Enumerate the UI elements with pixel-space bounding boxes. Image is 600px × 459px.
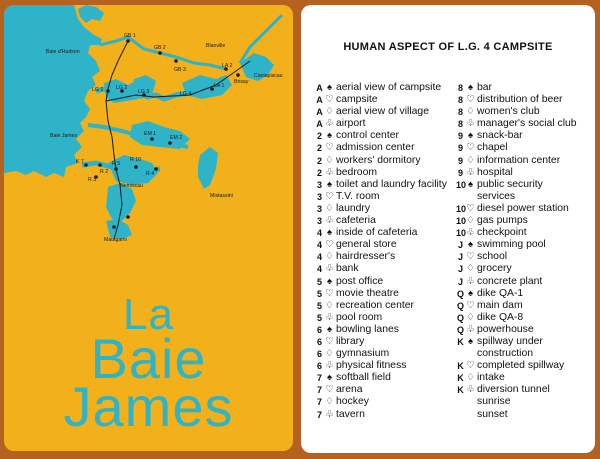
- card-rank: 6: [316, 324, 322, 335]
- card-rank: 2: [316, 155, 322, 166]
- card-rank: 8: [457, 83, 463, 93]
- card-suit-icon: ♡: [325, 94, 334, 106]
- card-rank: K: [457, 385, 464, 396]
- legend-description: control center: [336, 130, 399, 142]
- label-la1: LA 1: [214, 83, 225, 89]
- legend-description: diesel power station: [477, 202, 569, 214]
- card-rank: 9: [457, 167, 463, 178]
- card-suit-icon: ♠: [467, 130, 474, 142]
- legend-row: [456, 106, 594, 118]
- legend-description: toilet and laundry facility: [336, 178, 447, 190]
- legend-row: [456, 384, 594, 396]
- legend-description: hockey: [336, 396, 369, 408]
- card-suit-icon: ♧: [466, 384, 475, 396]
- card-suit-icon: ♧: [466, 118, 475, 130]
- legend-row: [456, 215, 594, 227]
- label-baie-james: Baie James: [50, 133, 78, 139]
- card-rank: 5: [316, 288, 322, 299]
- legend-description: inside of cafeteria: [336, 227, 418, 239]
- legend-row: [456, 203, 594, 215]
- card-rank: 7: [316, 373, 322, 384]
- legend-description: pool room: [336, 311, 383, 323]
- label-lg4: LG 4: [180, 91, 192, 97]
- card-rank: Q: [456, 324, 464, 335]
- card-suit-icon: ♢: [325, 396, 334, 408]
- legend-description: movie theatre: [336, 287, 399, 299]
- card-rank: A: [316, 119, 323, 130]
- card-rank: 6: [316, 349, 322, 360]
- card-rank: 5: [316, 300, 322, 311]
- legend-row: [456, 360, 594, 372]
- label-gb1: GB 1: [124, 33, 136, 39]
- legend-row: [456, 396, 594, 408]
- card-suit-icon: ♠: [467, 178, 474, 190]
- card-rank: 2: [316, 131, 322, 142]
- legend-description: dike QA-1: [477, 287, 524, 299]
- card-suit-icon: ♧: [325, 215, 334, 227]
- card-suit-icon: ♠: [326, 178, 333, 190]
- label-brisay: Brisay: [234, 79, 249, 85]
- legend-description: completed spillway: [477, 360, 565, 372]
- legend-heading: HUMAN ASPECT OF L.G. 4 CAMPSITE: [343, 41, 553, 53]
- card-suit-icon: ♧: [325, 360, 334, 372]
- card-suit-icon: ♠: [467, 287, 474, 299]
- legend-row: [456, 94, 594, 106]
- card-suit-icon: ♡: [466, 202, 475, 214]
- legend-description: post office: [336, 275, 384, 287]
- legend-description: services: [477, 190, 516, 202]
- card-rank: K: [457, 336, 464, 347]
- legend-row: [456, 372, 594, 384]
- legend-description: hospital: [477, 166, 513, 178]
- legend-description: bedroom: [336, 166, 378, 178]
- legend-row: [456, 191, 594, 203]
- card-rank: 7: [316, 385, 322, 396]
- card-rank: 9: [457, 155, 463, 166]
- card-rank: J: [457, 240, 463, 251]
- label-la2: LA 2: [222, 63, 233, 69]
- label-r5: R 5: [112, 161, 121, 167]
- legend-row: [456, 179, 594, 191]
- legend-description: construction: [477, 348, 534, 360]
- legend-description: recreation center: [336, 299, 414, 311]
- card-suit-icon: ♡: [466, 360, 475, 372]
- card-suit-icon: ♠: [326, 372, 333, 384]
- gb-river: [100, 37, 226, 69]
- legend-row: [456, 251, 594, 263]
- card-rank: K: [457, 373, 464, 384]
- card-rank: 8: [457, 95, 463, 106]
- legend-description: checkpoint: [477, 227, 527, 239]
- legend-card: [301, 5, 595, 453]
- card-suit-icon: ♢: [466, 263, 475, 275]
- legend-description: spillway under: [477, 335, 543, 347]
- card-suit-icon: ♢: [325, 106, 334, 118]
- legend-description: sunrise: [477, 396, 511, 408]
- card-rank: J: [457, 252, 463, 263]
- legend-row: [456, 142, 594, 154]
- label-mistassini: Mistassini: [210, 193, 233, 199]
- legend-description: tavern: [336, 408, 365, 420]
- card-rank: 10: [456, 216, 467, 227]
- legend-description: bar: [477, 82, 493, 93]
- label-k7: K 7: [76, 159, 84, 165]
- card-rank: J: [457, 276, 463, 287]
- legend-description: admission center: [336, 142, 415, 154]
- card-rank: 7: [316, 397, 322, 408]
- legend-row: [456, 312, 594, 324]
- card-rank: Q: [456, 288, 464, 299]
- legend-description: gymnasium: [336, 348, 390, 360]
- legend-description: campsite: [336, 94, 378, 106]
- legend-description: workers' dormitory: [336, 154, 421, 166]
- label-em1: EM 1: [144, 131, 157, 137]
- legend-row: [456, 130, 594, 142]
- card-rank: 6: [316, 336, 322, 347]
- mistassini-lake: [198, 147, 218, 189]
- card-suit-icon: ♡: [466, 251, 475, 263]
- card-suit-icon: ♧: [325, 263, 334, 275]
- label-blanville: Blanville: [206, 43, 226, 49]
- card-suit-icon: ♡: [325, 142, 334, 154]
- card-rank: K: [457, 361, 464, 372]
- legend-description: airport: [336, 118, 366, 130]
- card-suit-icon: ♧: [325, 118, 334, 130]
- legend-column-right: [456, 82, 594, 421]
- card-rank: 3: [316, 191, 322, 202]
- card-rank: A: [316, 83, 323, 93]
- card-rank: 3: [316, 203, 322, 214]
- map-card: [4, 5, 293, 451]
- label-nemiscau: Nemiscau: [120, 183, 144, 189]
- card-suit-icon: ♧: [466, 275, 475, 287]
- card-rank: 2: [316, 167, 322, 178]
- card-suit-icon: ♢: [325, 251, 334, 263]
- legend-description: library: [336, 335, 365, 347]
- legend-description: cafeteria: [336, 215, 376, 227]
- legend-row: [456, 82, 594, 94]
- card-suit-icon: ♧: [466, 166, 475, 178]
- card-rank: 5: [316, 276, 322, 287]
- legend-row: [456, 276, 594, 288]
- title-line-baie: Baie: [90, 327, 207, 390]
- card-suit-icon: ♠: [467, 82, 474, 93]
- legend-row: [456, 167, 594, 179]
- legend-description: physical fitness: [336, 360, 407, 372]
- legend-description: grocery: [477, 263, 512, 275]
- card-suit-icon: ♡: [325, 287, 334, 299]
- legend-description: chapel: [477, 142, 508, 154]
- card-suit-icon: ♡: [466, 94, 475, 106]
- legend-description: dike QA-8: [477, 311, 524, 323]
- card-suit-icon: ♢: [466, 215, 475, 227]
- card-suit-icon: ♠: [326, 227, 333, 239]
- james-bay-map: [4, 5, 293, 265]
- card-suit-icon: ♧: [325, 311, 334, 323]
- card-suit-icon: ♢: [466, 372, 475, 384]
- label-baie-hudson: Baie d'Hudson: [46, 49, 80, 55]
- card-rank: J: [457, 264, 463, 275]
- card-rank: A: [316, 95, 323, 106]
- legend-description: snack-bar: [477, 130, 523, 142]
- bay-water: [4, 5, 102, 177]
- label-gb3: GB 3: [174, 67, 186, 73]
- card-suit-icon: ♠: [326, 323, 333, 335]
- card-suit-icon: ♧: [325, 408, 334, 420]
- card-suit-icon: ♢: [466, 311, 475, 323]
- card-rank: Q: [456, 300, 464, 311]
- card-rank: 9: [457, 131, 463, 142]
- legend-description: arena: [336, 384, 363, 396]
- legend-description: powerhouse: [477, 323, 534, 335]
- card-rank: 10: [456, 228, 467, 239]
- legend-description: distribution of beer: [477, 94, 563, 106]
- card-suit-icon: ♢: [466, 106, 475, 118]
- card-rank: 9: [457, 143, 463, 154]
- legend-row: [456, 118, 594, 130]
- legend-description: manager's social club: [477, 118, 577, 130]
- legend-row: [456, 348, 594, 360]
- card-rank: 2: [316, 143, 322, 154]
- label-r3: R 3: [88, 177, 97, 183]
- card-suit-icon: ♧: [466, 227, 475, 239]
- label-r4: R 4: [146, 171, 155, 177]
- legend-row: [456, 300, 594, 312]
- title-line-james: James: [63, 375, 234, 438]
- card-rank: 3: [316, 216, 322, 227]
- legend-row: [456, 336, 594, 348]
- legend-description: bowling lanes: [336, 323, 399, 335]
- legend-description: T.V. room: [336, 190, 380, 202]
- legend-description: softball field: [336, 372, 391, 384]
- card-rank: 3: [316, 179, 322, 190]
- legend-description: public security: [477, 178, 543, 190]
- card-suit-icon: ♡: [325, 190, 334, 202]
- north-island: [78, 5, 104, 23]
- legend-description: sunset: [477, 408, 508, 420]
- legend-description: intake: [477, 372, 505, 384]
- label-matagami: Matagami: [104, 237, 127, 243]
- card-suit-icon: ♠: [467, 239, 474, 251]
- legend-description: general store: [336, 239, 397, 251]
- legend-description: concrete plant: [477, 275, 543, 287]
- legend-row: [456, 155, 594, 167]
- card-rank: Q: [456, 312, 464, 323]
- card-suit-icon: ♧: [466, 323, 475, 335]
- card-suit-icon: ♡: [325, 239, 334, 251]
- card-suit-icon: ♠: [467, 335, 474, 347]
- legend-row: [456, 288, 594, 300]
- card-suit-icon: ♢: [325, 299, 334, 311]
- card-rank: 10: [456, 203, 467, 214]
- title-line-la: La: [123, 290, 174, 339]
- legend-row: [456, 263, 594, 275]
- label-lg2: LG 2: [116, 85, 128, 91]
- legend-description: swimming pool: [477, 239, 546, 251]
- card-suit-icon: ♠: [326, 275, 333, 287]
- label-lg1: LG 1: [92, 87, 104, 93]
- card-suit-icon: ♠: [326, 82, 333, 93]
- card-rank: 8: [457, 107, 463, 118]
- card-suit-icon: ♧: [325, 166, 334, 178]
- label-r2: R 2: [100, 169, 109, 175]
- card-rank: 10: [456, 179, 467, 190]
- legend-description: women's club: [477, 106, 540, 118]
- legend-description: school: [477, 251, 508, 263]
- card-suit-icon: ♢: [325, 202, 334, 214]
- legend-row: [456, 324, 594, 336]
- card-rank: 8: [457, 119, 463, 130]
- card-rank: 4: [316, 228, 322, 239]
- legend-description: hairdresser's: [336, 251, 396, 263]
- label-lg3: LG 3: [138, 89, 150, 95]
- legend-description: diversion tunnel: [477, 384, 550, 396]
- card-rank: A: [316, 107, 323, 118]
- card-suit-icon: ♡: [325, 384, 334, 396]
- card-rank: 4: [316, 252, 322, 263]
- label-gb2: GB 2: [154, 45, 166, 51]
- legend-description: bank: [336, 263, 359, 275]
- card-suit-icon: ♡: [325, 335, 334, 347]
- legend-row: [456, 227, 594, 239]
- legend-description: gas pumps: [477, 215, 528, 227]
- legend-description: information center: [477, 154, 561, 166]
- card-rank: 7: [316, 409, 322, 420]
- label-caniapiscau: Caniapiscau: [254, 73, 283, 79]
- card-suit-icon: ♡: [466, 142, 475, 154]
- card-rank: 4: [316, 264, 322, 275]
- legend-row: [456, 409, 594, 421]
- card-rank: 4: [316, 240, 322, 251]
- card-suit-icon: ♢: [466, 154, 475, 166]
- legend-description: main dam: [477, 299, 523, 311]
- card-rank: 5: [316, 312, 322, 323]
- card-suit-icon: ♡: [466, 299, 475, 311]
- legend-description: laundry: [336, 202, 371, 214]
- legend-row: [456, 239, 594, 251]
- card-suit-icon: ♠: [326, 130, 333, 142]
- legend-description: aerial view of village: [336, 106, 429, 118]
- label-em2: EM 2: [170, 135, 183, 141]
- card-suit-icon: ♢: [325, 348, 334, 360]
- legend-description: aerial view of campsite: [336, 82, 442, 93]
- card-suit-icon: ♢: [325, 154, 334, 166]
- card-rank: 6: [316, 361, 322, 372]
- label-r10: R 10: [130, 157, 141, 163]
